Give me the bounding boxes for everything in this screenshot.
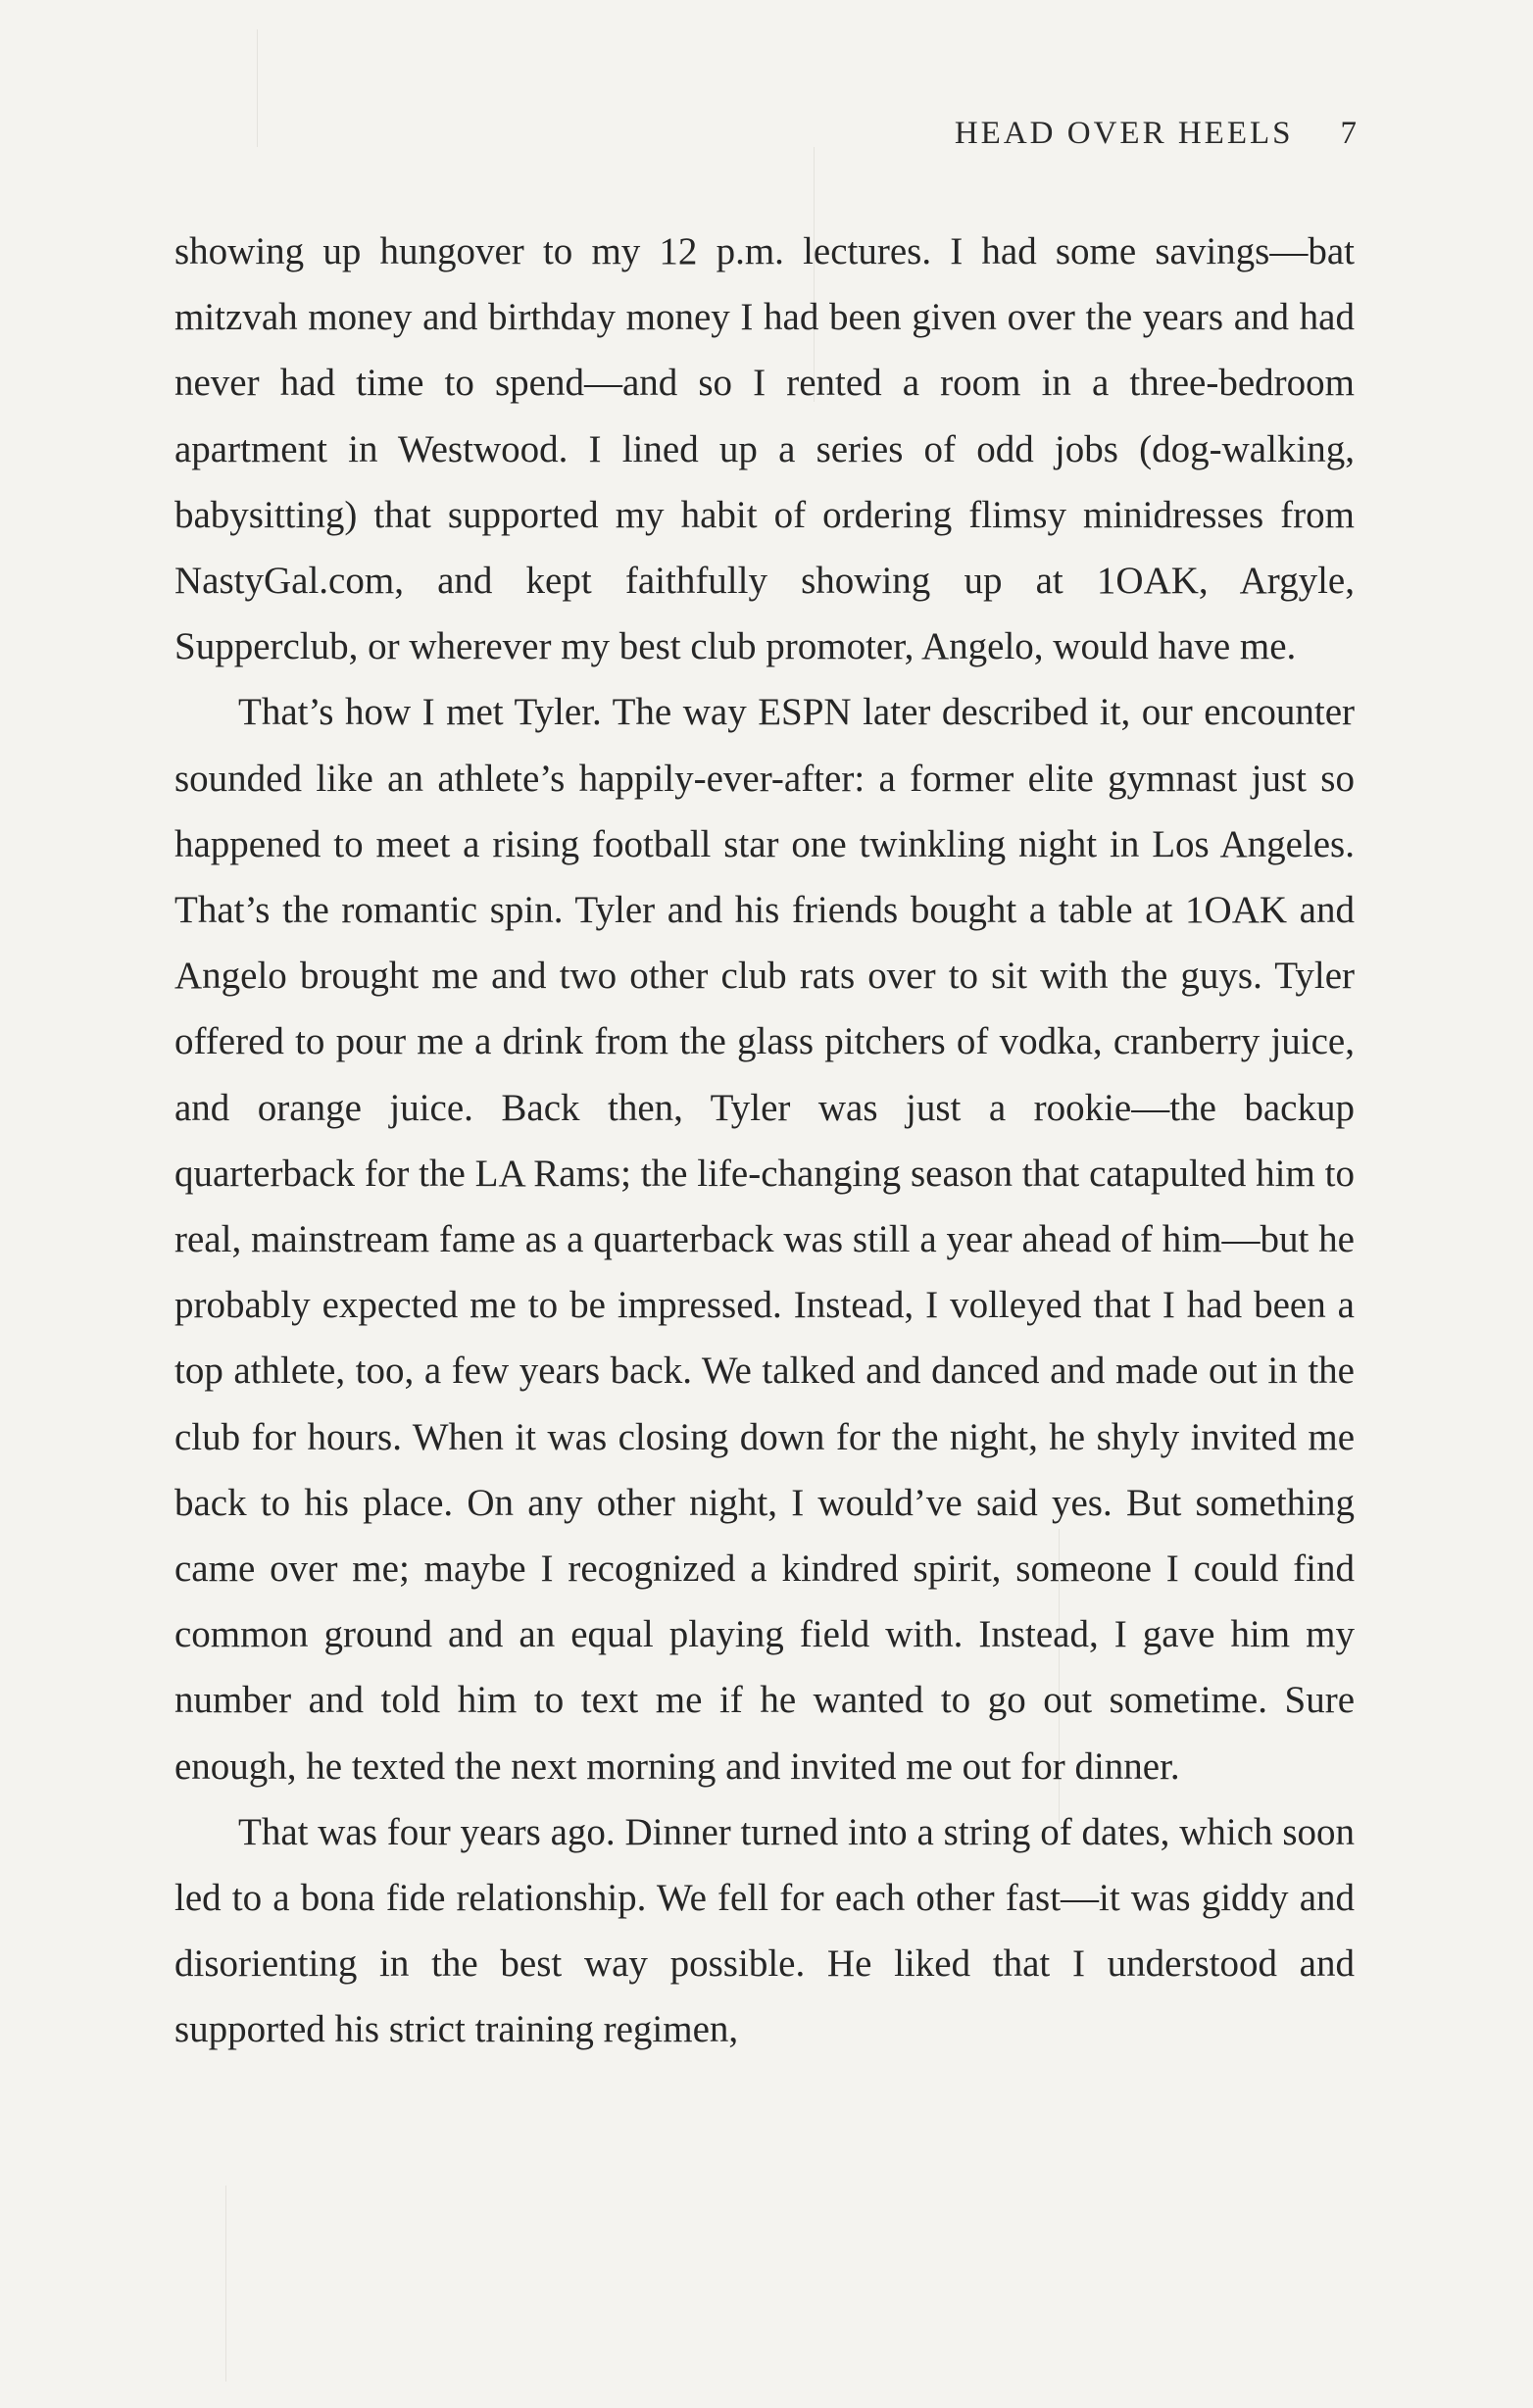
paragraph-meeting-tyler: That’s how I met Tyler. The way ESPN later described it, our encounter sounded like an athlete’s happily-ever-after: a former elite gymnast just so happened to meet a rising football star one twinkling night in Los Angeles. That’s the romantic spin. Tyler and his friends bought a table at 1OAK and Angelo brought me and two other club rats over to sit with the guys. Tyler offered to pour me a drink from the glass pitchers of vodka, cranberry juice, and orange juice. Back then, Tyler was just a rookie—the backup quarterback for the LA Rams; the life-changing season that catapulted him to real, mainstream fame as a quarterback was still a year ahead of him—but he probably expected me to be impressed. Instead, I volleyed that I had been a top athlete, too, a few years back. We talked and danced and made out in the club for hours. When it was closing down for the night, he shyly invited me back to his place. On any other night, I would’ve said yes. But something came over me; maybe I recognized a kindred spirit, someone I could find common ground and an equal playing field with. Instead, I gave him my number and told him to text me if he wanted to go out sometime. Sure enough, he texted the next morning and invited me out for dinner. bbox=[174, 691, 1355, 1788]
running-head bbox=[955, 116, 1357, 152]
body-text bbox=[174, 219, 1355, 2063]
running-head-title: HEAD OVER HEELS bbox=[954, 116, 1294, 151]
paragraph-continued: showing up hungover to my 12 p.m. lectures. I had some savings—bat mitzvah money and birthday money I had been given over the years and had never had time to spend—and so I rented a room in a three-bedroom apartment in Westwood. I lined up a series of odd jobs (dog-walking, babysitting) that supported my habit of ordering flimsy minidresses from NastyGal.com, and kept faithfully showing up at 1OAK, Argyle, Supperclub, or wherever my best club promoter, Angelo, would have me. bbox=[174, 230, 1355, 668]
page-number: 7 bbox=[1340, 116, 1357, 151]
scan-streak bbox=[225, 2186, 226, 2382]
scan-streak bbox=[257, 29, 258, 147]
paragraph-four-years-ago: That was four years ago. Dinner turned into a string of dates, which soon led to a bona fide relationship. We fell for each other fast—it was giddy and disorienting in the best way possible. He liked that I understood and supported his strict training regimen, bbox=[174, 1810, 1355, 2051]
